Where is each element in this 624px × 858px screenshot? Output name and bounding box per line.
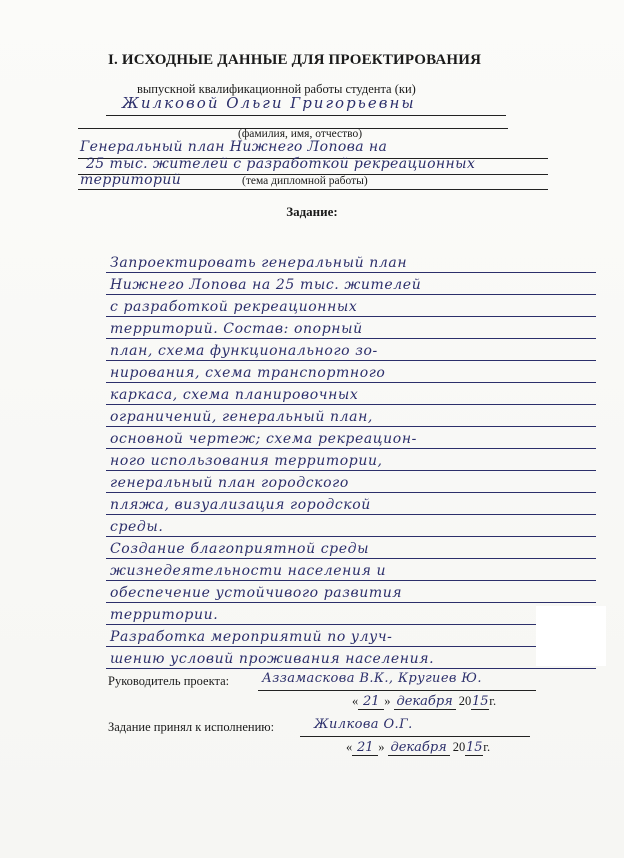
subheading: выпускной квалификационной работы студента (ки): [137, 82, 416, 96]
supervisor-label: Руководитель проекта:: [108, 674, 230, 688]
task-line: Создание благоприятной среды: [106, 536, 596, 559]
task-line: ограничений, генеральный план,: [106, 404, 596, 427]
redaction-box: [536, 606, 606, 666]
task-line: основной чертеж; схема рекреацион-: [106, 426, 596, 449]
task-label: Задание:: [286, 204, 338, 219]
topic-underline-3: [78, 189, 548, 190]
task-line: генеральный план городского: [106, 470, 596, 493]
task-line: территории.: [106, 602, 596, 625]
name-underline: [106, 115, 506, 116]
supervisor-underline: [258, 690, 536, 691]
thesis-topic-line-1: Генеральный план Нижнего Лопова на: [80, 139, 388, 155]
accepted-date: « 21 » декабря 2015г.: [346, 740, 491, 755]
task-line: с разработкой рекреационных: [106, 294, 596, 317]
section-heading: I. ИСХОДНЫЕ ДАННЫЕ ДЛЯ ПРОЕКТИРОВАНИЯ: [108, 52, 482, 68]
accepted-underline: [300, 736, 530, 737]
task-line: нирования, схема транспортного: [106, 360, 596, 383]
task-line: Запроектировать генеральный план: [106, 250, 596, 273]
task-line: пляжа, визуализация городской: [106, 492, 596, 515]
task-line: шению условий проживания населения.: [106, 646, 596, 669]
thesis-topic-line-3: территорий: [80, 172, 182, 188]
task-line: Разработка мероприятий по улуч-: [106, 624, 596, 647]
accepted-signature: Жилкова О.Г.: [314, 717, 413, 732]
accepted-label: Задание принял к исполнению:: [108, 720, 275, 734]
task-line: обеспечение устойчивого развития: [106, 580, 596, 603]
task-line: Нижнего Лопова на 25 тыс. жителей: [106, 272, 596, 295]
task-line: территорий. Состав: опорный: [106, 316, 596, 339]
task-line: среды.: [106, 514, 596, 537]
student-name: Жилковой Ольги Григорьевны: [122, 94, 416, 112]
task-line: ного использования территории,: [106, 448, 596, 471]
task-line: план, схема функционального зо-: [106, 338, 596, 361]
caption-topic: (тема дипломной работы): [242, 175, 368, 187]
supervisor-value: Аззамаскова В.К., Кругиев Ю.: [262, 671, 482, 686]
thesis-topic-line-2: 25 тыс. жителей с разработкой рекреационных: [86, 156, 476, 172]
task-line: жизнедеятельности населения и: [106, 558, 596, 581]
caption-name: (фамилия, имя, отчество): [238, 128, 363, 140]
task-line: каркаса, схема планировочных: [106, 382, 596, 405]
supervisor-date: « 21 » декабря 2015г.: [352, 694, 497, 709]
